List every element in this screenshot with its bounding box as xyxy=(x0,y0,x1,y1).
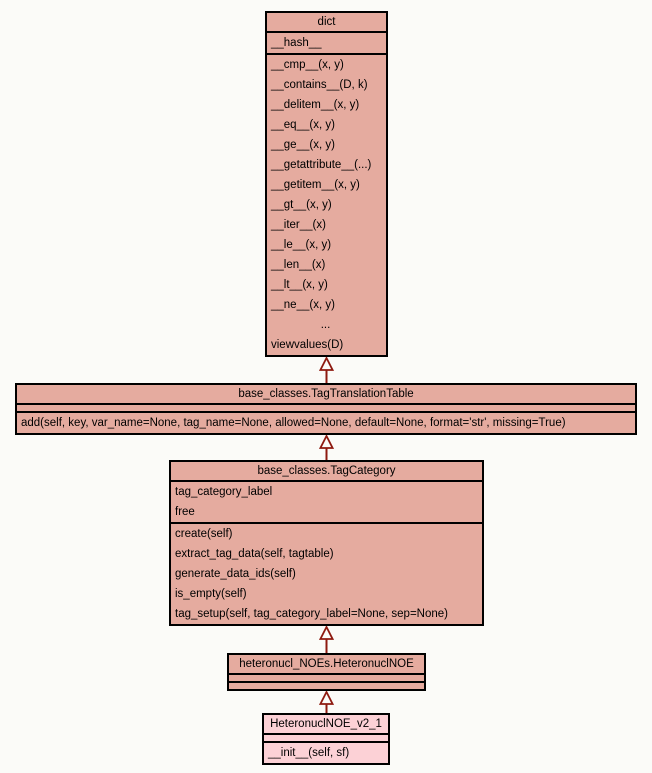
inheritance-arrow xyxy=(319,357,334,383)
class-box-heteronuclnoe-v2-1 xyxy=(262,713,390,765)
attributes-compartment xyxy=(264,733,388,741)
class-name-tagtranslationtable: base_classes.TagTranslationTable xyxy=(238,388,414,400)
ellipsis-row: ... xyxy=(320,319,331,331)
method-row: __eq__(x, y) xyxy=(271,119,335,131)
attributes-compartment xyxy=(267,31,386,53)
method-row: generate_data_ids(self) xyxy=(175,568,296,580)
method-row: is_empty(self) xyxy=(175,588,247,600)
method-row: __len__(x) xyxy=(271,259,326,271)
class-box-heteronuclnoe xyxy=(227,653,426,691)
methods-compartment xyxy=(17,411,635,433)
methods-compartment xyxy=(267,53,386,355)
class-box-dict xyxy=(265,11,388,357)
attributes-compartment xyxy=(17,403,635,411)
method-row: __ge__(x, y) xyxy=(271,139,335,151)
method-row: tag_setup(self, tag_category_label=None, sep=None) xyxy=(175,608,448,620)
attributes-compartment xyxy=(229,673,424,681)
method-row: __ne__(x, y) xyxy=(271,299,335,311)
method-row: __iter__(x) xyxy=(271,219,326,231)
class-name-tagcategory: base_classes.TagCategory xyxy=(257,465,396,477)
method-row: viewvalues(D) xyxy=(271,339,344,351)
class-name-heteronuclnoe-v2-1: HeteronuclNOE_v2_1 xyxy=(270,718,382,730)
class-name-heteronuclnoe: heteronucl_NOEs.HeteronuclNOE xyxy=(239,658,414,670)
method-row: __init__(self, sf) xyxy=(268,747,350,759)
attribute-row: tag_category_label xyxy=(175,486,273,498)
method-row: __delitem__(x, y) xyxy=(271,99,360,111)
method-row: __getattribute__(...) xyxy=(271,159,372,171)
inheritance-arrow xyxy=(319,691,334,713)
attribute-row: free xyxy=(175,506,195,518)
method-row: __le__(x, y) xyxy=(271,239,332,251)
class-box-tagtranslationtable xyxy=(15,383,637,435)
methods-compartment xyxy=(229,681,424,689)
class-name-dict: dict xyxy=(317,16,336,28)
method-row: __cmp__(x, y) xyxy=(271,59,344,71)
attributes-compartment xyxy=(171,480,482,522)
methods-compartment xyxy=(171,522,482,624)
class-box-tagcategory xyxy=(169,460,484,626)
method-row: extract_tag_data(self, tagtable) xyxy=(175,548,334,560)
method-row: __getitem__(x, y) xyxy=(271,179,360,191)
method-row: add(self, key, var_name=None, tag_name=None, allowed=None, default=None, format='str', missing=True) xyxy=(21,417,566,429)
method-row: __lt__(x, y) xyxy=(271,279,328,291)
inheritance-arrow xyxy=(319,435,334,460)
inheritance-arrow xyxy=(319,626,334,653)
attribute-row: __hash__ xyxy=(271,37,322,49)
method-row: create(self) xyxy=(175,528,233,540)
methods-compartment xyxy=(264,741,388,763)
method-row: __gt__(x, y) xyxy=(271,199,332,211)
method-row: __contains__(D, k) xyxy=(271,79,368,91)
